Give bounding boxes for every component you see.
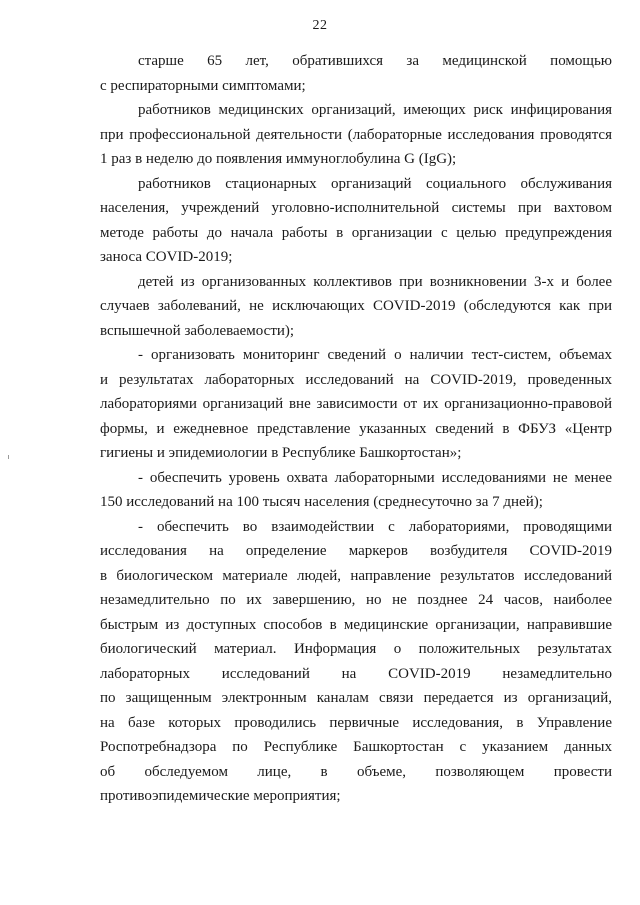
text-line: быстрым из доступных способов в медицинские организации, направившие bbox=[100, 616, 612, 633]
text-line: случаев заболеваний, не исключающих COVID-2019 (обследуются как при bbox=[100, 298, 612, 314]
paragraph bbox=[100, 49, 612, 98]
paragraph bbox=[100, 98, 612, 172]
paragraph bbox=[100, 172, 612, 270]
text-line: лабораторных исследований на COVID-2019 незамедлительно bbox=[100, 665, 612, 682]
text-line: противоэпидемические мероприятия; bbox=[100, 788, 341, 804]
text-line: об обследуемом лице, в объеме, позволяющем провести bbox=[100, 763, 612, 780]
text-line: биологический материал. Информация о положительных результатах bbox=[100, 641, 612, 657]
text-line: вспышечной заболеваемости); bbox=[100, 322, 295, 339]
text-line: с респираторными симптомами; bbox=[100, 77, 306, 94]
text-line: 150 исследований на 100 тысяч населения (среднесуточно за 7 дней); bbox=[100, 494, 543, 510]
scan-artifact bbox=[8, 455, 9, 459]
text-line: - обеспечить во взаимодействии с лабораториями, проводящими bbox=[138, 518, 612, 535]
text-line: населения, учреждений уголовно-исполнительной системы при вахтовом bbox=[100, 200, 612, 216]
text-line: методе работы до начала работы в организации с целью предупреждения bbox=[100, 224, 612, 241]
text-line: работников стационарных организаций социального обслуживания bbox=[138, 175, 612, 192]
text-line: старше 65 лет, обратившихся за медицинской помощью bbox=[138, 53, 612, 69]
document-body bbox=[100, 49, 612, 809]
text-line: в биологическом материале людей, направление результатов исследований bbox=[100, 567, 612, 584]
text-line: гигиены и эпидемиологии в Республике Башкортостан»; bbox=[100, 445, 462, 461]
paragraph bbox=[100, 515, 612, 809]
text-line: Роспотребнадзора по Республике Башкортостан с указанием данных bbox=[100, 739, 612, 755]
text-line: лабораториями организаций вне зависимости от их организационно-правовой bbox=[100, 396, 612, 412]
text-line: 1 раз в неделю до появления иммуноглобулина G (IgG); bbox=[100, 151, 457, 167]
text-line: формы, и ежедневное представление указанных сведений в ФБУЗ «Центр bbox=[100, 420, 612, 437]
text-line: по защищенным электронным каналам связи передается из организаций, bbox=[100, 690, 612, 706]
text-line: детей из организованных коллективов при возникновении 3-х и более bbox=[138, 273, 612, 290]
paragraph bbox=[100, 343, 612, 466]
paragraph bbox=[100, 466, 612, 515]
page-number: 22 bbox=[312, 18, 328, 33]
text-line: на базе которых проводились первичные исследования, в Управление bbox=[100, 714, 612, 731]
text-line: работников медицинских организаций, имеющих риск инфицирования bbox=[138, 102, 612, 118]
text-line: при профессиональной деятельности (лабораторные исследования проводятся bbox=[100, 126, 612, 143]
paragraph bbox=[100, 270, 612, 344]
text-line: - обеспечить уровень охвата лабораторными исследованиями не менее bbox=[138, 469, 612, 486]
text-line: незамедлительно по их завершению, но не позднее 24 часов, наиболее bbox=[100, 592, 612, 608]
text-line: - организовать мониторинг сведений о наличии тест-систем, объемах bbox=[138, 347, 612, 363]
text-line: заноса COVID-2019; bbox=[100, 249, 233, 265]
text-line: и результатах лабораторных исследований на COVID-2019, проведенных bbox=[100, 371, 612, 388]
text-line: исследования на определение маркеров возбудителя COVID-2019 bbox=[100, 543, 612, 559]
